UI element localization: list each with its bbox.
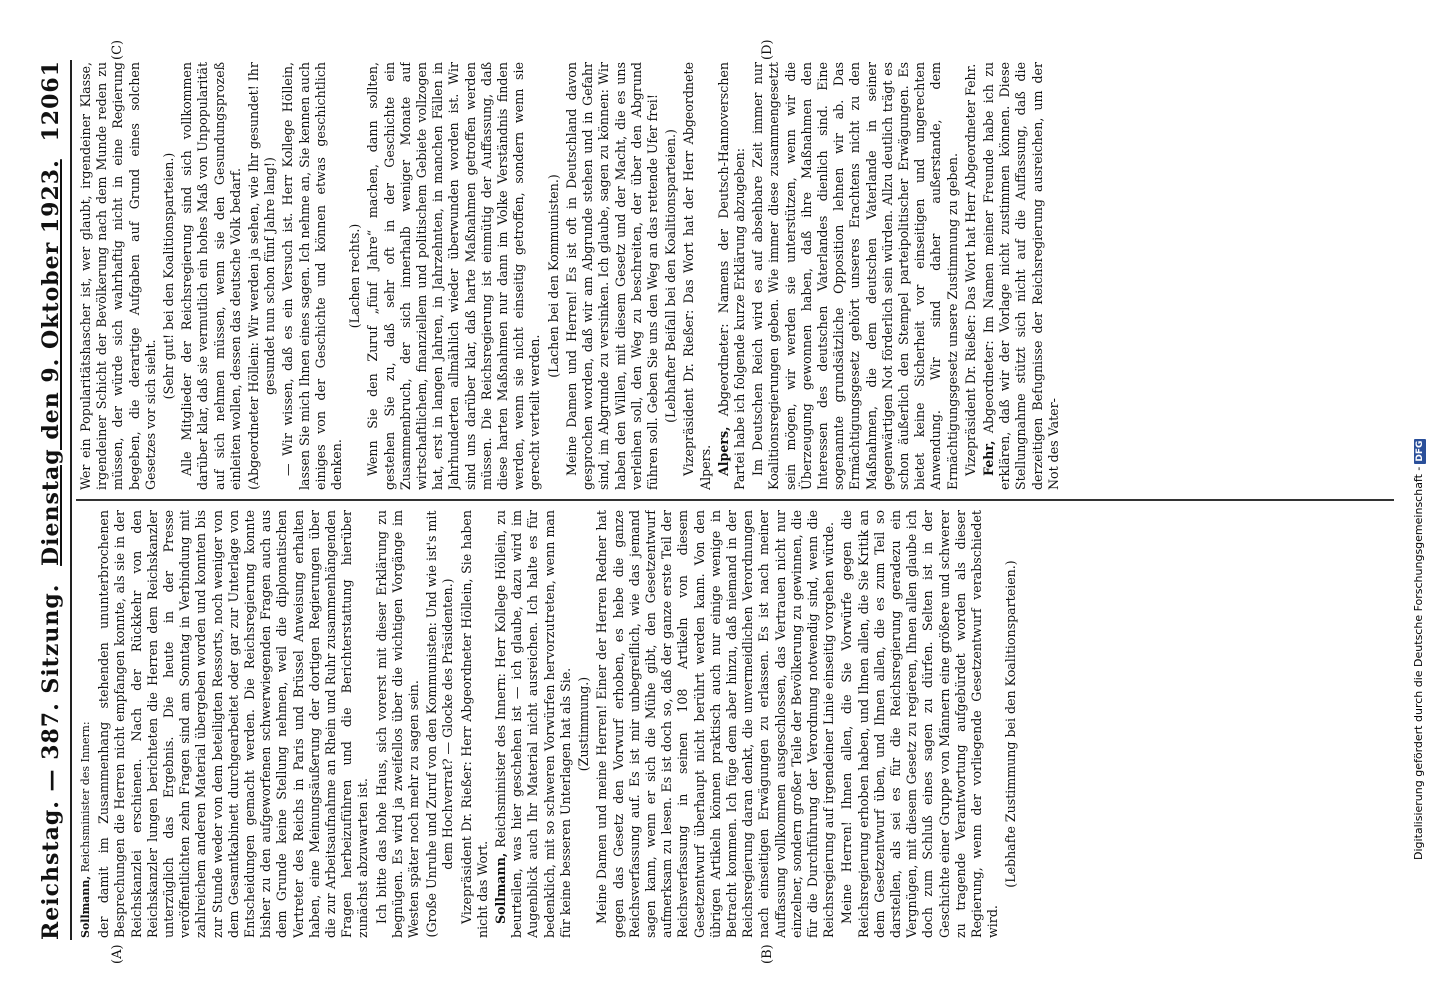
dfg-logo: DFG [1415, 440, 1425, 462]
paragraph: Meine Damen und meine Herren! Einer der Herren Redner hat gegen das Gesetz den Vorwurf erhoben, es hebe die ganze Reichsverfassung auf. Es ist mir unbegreiflich, wie das jemand sagen kann, wenn er sich die Mühe gibt, den Gesetzentwurf aufmerksam zu lesen. Es ist doch so, daß der ganze erste Teil der Reichsverfassung in seinen 108 Artikeln von diesem Gesetzentwurf überhaupt nicht berührt werden kann. Von den übrigen Artikeln können praktisch auch nur einige wenige in Betracht kommen. Ich füge dem aber hinzu, daß niemand in der Reichsregierung daran denkt, die unvermeidlichen Verordnungen nach einseitigen Erwägungen zu erlassen. Es ist nach meiner Auffassung vollkommen ausgeschlossen, das Vertrauen nicht nur einzelner, sondern großer Teile der Bevölkerung zu gewinnen, die für die Durchführung der Verordnung notwendig sind, wenn die Reichsregierung auf irgendeiner Linie einseitig vorgehen würde. [594, 510, 837, 938]
speaker-name: Sollmann, [493, 852, 509, 924]
paragraph: Vizepräsident Dr. Rießer: Herr Abgeordneter Höllein, Sie haben nicht das Wort. [458, 510, 490, 938]
speaker-role: Reichsminister des Innern: [79, 721, 92, 876]
header-left: Reichstag. — 387. Sitzung. [38, 583, 64, 940]
paragraph: — Wir wissen, daß es ein Versuch ist. Herr Kollege Höllein, lassen Sie mich Ihnen eines sagen. Ich nehme an, Sie kennen auch einiges von der Geschichte und können etwas geschichtlich denken. [280, 62, 345, 490]
text-column-left [78, 510, 1398, 938]
paragraph [493, 510, 574, 938]
interjection: (Lebhafte Zustimmung bei den Koalitionsparteien.) [1003, 560, 1019, 888]
interjection: (Abgeordneter Höllein: Wir werden ja sehen, wie Ihr gesundet! Ihr gesundet nun schon fünf Jahre lang!) [246, 62, 278, 490]
speech-text: Abgeordneter: Namens der Deutsch-Hannoverschen Partei habe ich folgende kurze Erklärung abzugeben: [715, 62, 747, 490]
paragraph: der damit im Zusammenhang stehenden ununterbrochenen Besprechungen die Herren nicht empfangen konnte, als sie in der Reichskanzlei erschienen. Nach der Rückkehr von den Reichskanzler lungen berichteten die Herren dem Reichskanzler unterzüglich das Ergebnis. Die heute in der Presse veröffentlichten zehn Fragen sind am Sonntag in Verbindung mit zahlreichem anderen Material übergeben worden und konnten bis zur Stunde weder von dem beteiligten Ressorts, noch weniger von dem Gesamtkabinett durchgearbeitet oder gar zur Unterlage von Entscheidungen gemacht werden. Die Reichsregierung konnte bisher zu den aufgeworfenen schwerwiegenden Fragen auch aus dem Grunde keine Stellung nehmen, weil die diplomatischen Vertreter des Reichs in Paris und Brüssel Anweisung erhalten haben, eine Meinungsäußerung der dortigen Regierungen über die zur Arbeitsaufnahme an Rhein und Ruhr zusammenhängenden Fragen herbeizuführen und die Berichterstattung hierüber zunächst abzuwarten ist. [96, 510, 371, 938]
text-column-right [78, 62, 1398, 490]
credit-text: Digitalisierung gefördert durch die Deutsche Forschungsgemeinschaft - [1412, 466, 1425, 860]
speaker-name: Fehr, [980, 440, 996, 476]
paragraph: Vizepräsident Dr. Rießer: Das Wort hat Herr Abgeordneter Fehr. [962, 63, 978, 476]
paragraph [981, 62, 1062, 490]
paragraph: Vizepräsident Dr. Rießer: Das Wort hat der Herr Abgeordnete Alpers. [681, 62, 713, 490]
paragraph [716, 62, 748, 490]
paragraph: Ich bitte das hohe Haus, sich vorerst mit dieser Erklärung zu begnügen. Es wird ja zweifellos über die wichtigen Vorgänge im Westen später noch mehr zu sagen sein. [373, 510, 422, 938]
column-divider [76, 500, 1394, 502]
page-number: 12061 [38, 60, 64, 142]
interjection: (Zustimmung.) [576, 676, 592, 772]
paragraph: Wer ein Popularitätshascher ist, wer glaubt, irgendeiner Klasse, irgendeiner Schicht der Bevölkerung nach dem Munde reden zu müssen, der würde sich wahrhaftig nicht in eine Regierung begeben, die derartige Aufgaben auf Grund eines solchen Gesetzes vor sich sieht. [78, 62, 158, 490]
speech-text: Abgeordneter: Im Namen meiner Freunde habe ich zu erklären, daß wir der Vorlage nicht zustimmen können. Diese Stellungnahme stützt sich nicht auf die Auffassung, daß die derzeitigen Befugnisse der Reichsregierung ausreichen, um der Not des Vater- [980, 62, 1061, 490]
interjection: (Lachen rechts.) [347, 223, 363, 329]
digitization-credit [1412, 439, 1426, 860]
paragraph: Im Deutschen Reich wird es auf absehbare Zeit immer nur Koalitionsregierungen geben. Wie immer diese zusammengesetzt sein mögen, wir werden sie unterstützen, wenn wir die Überzeugung gewonnen haben, daß ihre Maßnahmen den Interessen des deutschen Vaterlandes dienlich sind. Eine sogenannte grundsätzliche Opposition lehnen wir ab. Das Ermächtigungsgesetz gehört unseres Erachtens nicht zu den Maßnahmen, die dem deutschen Vaterlande in seiner gegenwärtigen Not förderlich sein würden. Allzu deutlich trägt es schon äußerlich den Stempel parteipolitischer Erwägungen. Es bietet keine Sicherheit vor einseitigen und ungerechten Anwendung. Wir sind daher außerstande, dem Ermächtigungsgesetz unsere Zustimmung zu geben. [750, 62, 960, 490]
margin-marker-b: (B) [760, 944, 775, 964]
margin-marker-a: (A) [110, 944, 125, 964]
speaker-line [78, 510, 94, 938]
paragraph: Meine Damen und Herren! Es ist oft in Deutschland davon gesprochen worden, daß wir am Abgrunde stehen und in Gefahr sind, im Abgrunde zu versinken. Ich glaube, sagen zu können: Wir haben den Willen, mit diesem Gesetz und der Macht, die es uns verleihen soll, den Weg zu beschreiten, der über den Abgrund führen soll. Geben Sie uns den Weg an das rettende Ufer frei! [563, 62, 660, 490]
interjection: (Große Unruhe und Zuruf von den Kommunisten: Und wie ist's mit dem Hochverrat? — Glocke des Präsidenten.) [424, 510, 456, 938]
interjection: (Lachen bei den Kommunisten.) [545, 174, 561, 378]
paragraph: Meine Herren! Ihnen allen, die Sie Vorwürfe gegen die Reichsregierung erhoben haben, und Ihnen allen, die Sie Kritik an dem Gesetzentwurf üben, und Ihnen allen, die es zum Teil so darstellen, als sei es für die Reichsregierung geradezu ein Vergnügen, mit diesem Gesetz zu regieren, Ihnen allen glaube ich doch zum Schluß eines sagen zu dürfen. Selten ist in der Geschichte einer Gruppe von Männern eine größere und schwerer zu tragende Verantwortung aufgebürdet worden als dieser Regierung, wenn der vorliegende Gesetzentwurf verabschiedet wird. [839, 510, 1001, 938]
header-date: Dienstag den 9. Oktober 1923. [38, 159, 64, 566]
speaker-name: Sollmann, [79, 875, 92, 938]
margin-marker-d: (D) [760, 39, 775, 60]
paragraph: Wenn Sie den Zuruf „fünf Jahre“ machen, dann sollten, gestehen Sie zu, daß sehr oft in der Geschichte ein Zusammenbruch, der sich innerhalb weniger Monate auf wirtschaftlichem, finanziellem und politischem Gebiete vollzogen hat, erst in langen Jahren, in Jahrzehnten, in manchen Fällen in Jahrhunderten allmählich wieder überwunden worden ist. Wir sind uns darüber klar, daß harte Maßnahmen getroffen werden müssen. Die Reichsregierung ist einmütig der Auffassung, daß diese harten Maßnahmen nur dann im Volke Verständnis finden werden, wenn sie nicht einseitig getroffen, sondern wenn sie gerecht verteilt werden. [365, 62, 543, 490]
page-header [30, 60, 64, 940]
margin-marker-c: (C) [110, 39, 125, 60]
speaker-name: Alpers, [715, 426, 731, 476]
interjection: (Sehr gut! bei den Koalitionsparteien.) [161, 152, 177, 400]
header-rule [70, 60, 72, 940]
paragraph: Alle Mitglieder der Reichsregierung sind sich vollkommen darüber klar, daß sie vermutlich ein hohes Maß von Unpopularität auf sich nehmen müssen, wenn sie den Gesundungsprozeß einleiten wollen, dessen das deutsche Volk bedarf. [179, 62, 243, 490]
speech-text: Reichsminister des Innern: Herr Kollege Höllein, zu beurteilen, was hier geschehen ist — ich glaube, dazu wird im Augenblick auch Ihr Material nicht ausreichen. Ich halte es für bedenklich, mit so schweren Vorwürfen hervorzutreten, wenn man für keine besseren Unterlagen hat als Sie. [493, 510, 573, 938]
interjection: (Lebhafter Beifall bei den Koalitionsparteien.) [663, 129, 679, 423]
